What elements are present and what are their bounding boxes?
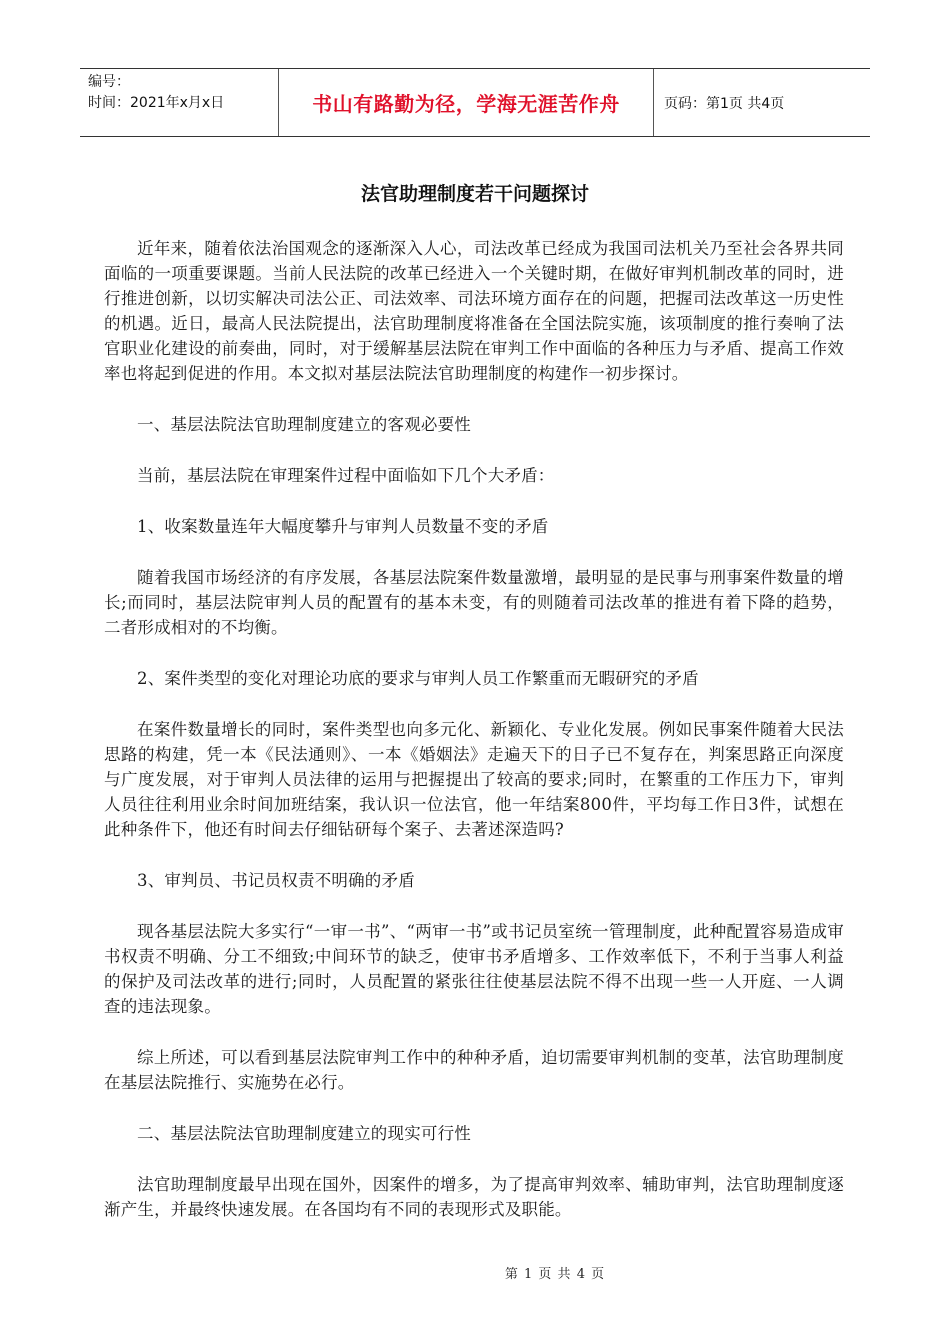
footer-page-number: 第 1 页 共 4 页: [504, 1267, 606, 1282]
paragraph: 现各基层法院大多实行“一审一书”、“两审一书”或书记员室统一管理制度，此种配置容易造成审书权责不明确、分工不细致;中间环节的缺乏，使审书矛盾增多、工作效率低下，不利于当事人利益的保护及司法改革的进行;同时，人员配置的紧张往往使基层法院不得不出现一些一人开庭、一人调查的违法现象。: [104, 922, 844, 1016]
document-header: [80, 68, 870, 137]
motto-text: 书山有路勤为径，学海无涯苦作舟: [312, 92, 620, 116]
number-label: 编号：: [88, 74, 130, 90]
document-title: 法官助理制度若干问题探讨: [360, 183, 589, 205]
subheading-2: 2、案件类型的变化对理论功底的要求与审判人员工作繁重而无暇研究的矛盾: [137, 669, 699, 688]
header-meta: [80, 69, 279, 136]
paragraph: 在案件数量增长的同时，案件类型也向多元化、新颖化、专业化发展。例如民事案件随着大民法思路的构建，凭一本《民法通则》、一本《婚姻法》走遍天下的日子已不复存在，判案思路正向深度与广度发展，对于审判人员法律的运用与把握提出了较高的要求;同时，在繁重的工作压力下，审判人员往往利用业余时间加班结案，我认识一位法官，他一年结案800件，平均每工作日3件，试想在此种条件下，他还有时间去仔细钻研每个案子、去著述深造吗?: [104, 720, 844, 839]
date-label: 时间：2021年x月x日: [88, 95, 225, 111]
section-heading-1: 一、基层法院法官助理制度建立的客观必要性: [137, 415, 471, 434]
header-motto-cell: [279, 69, 654, 136]
paragraph: 当前，基层法院在审理案件过程中面临如下几个大矛盾：: [137, 466, 555, 485]
paragraph: 法官助理制度最早出现在国外，因案件的增多，为了提高审判效率、辅助审判，法官助理制度逐渐产生，并最终快速发展。在各国均有不同的表现形式及职能。: [104, 1175, 844, 1219]
page-footer: [0, 1263, 950, 1282]
section-heading-2: 二、基层法院法官助理制度建立的现实可行性: [137, 1124, 471, 1143]
header-page-info: [654, 69, 870, 136]
document-body: [104, 236, 844, 1248]
paragraph-summary: 综上所述，可以看到基层法院审判工作中的种种矛盾，迫切需要审判机制的变革，法官助理制度在基层法院推行、实施势在必行。: [104, 1048, 844, 1092]
subheading-1: 1、收案数量连年大幅度攀升与审判人员数量不变的矛盾: [137, 517, 549, 536]
paragraph-intro: 近年来，随着依法治国观念的逐渐深入人心，司法改革已经成为我国司法机关乃至社会各界共同面临的一项重要课题。当前人民法院的改革已经进入一个关键时期，在做好审判机制改革的同时，进行推进创新，以切实解决司法公正、司法效率、司法环境方面存在的问题，把握司法改革这一历史性的机遇。近日，最高人民法院提出，法官助理制度将准备在全国法院实施，该项制度的推行奏响了法官职业化建设的前奏曲，同时，对于缓解基层法院在审判工作中面临的各种压力与矛盾、提高工作效率也将起到促进的作用。本文拟对基层法院法官助理制度的构建作一初步探讨。: [104, 239, 844, 383]
paragraph: 随着我国市场经济的有序发展，各基层法院案件数量激增，最明显的是民事与刑事案件数量的增长;而同时，基层法院审判人员的配置有的基本未变，有的则随着司法改革的推进有着下降的趋势，二者形成相对的不均衡。: [104, 568, 844, 637]
subheading-3: 3、审判员、书记员权责不明确的矛盾: [137, 871, 415, 890]
page-info-text: 页码：第1页 共4页: [664, 95, 785, 112]
